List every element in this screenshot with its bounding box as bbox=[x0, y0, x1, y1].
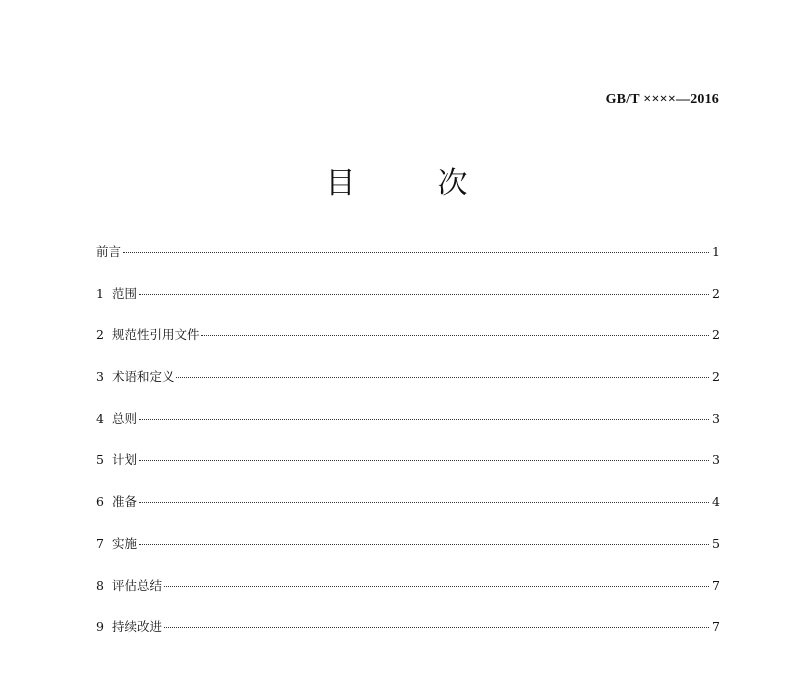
toc-entry-number: 4 bbox=[96, 410, 104, 426]
toc-entry-page: 5 bbox=[712, 535, 720, 551]
toc-entry-page: 7 bbox=[712, 619, 720, 635]
toc-entry-1[interactable] bbox=[96, 285, 720, 327]
toc-entry-title: 计划 bbox=[111, 452, 137, 468]
toc-entry-page: 2 bbox=[712, 327, 720, 343]
dot-leader bbox=[139, 501, 709, 503]
dot-leader bbox=[176, 376, 709, 378]
dot-leader bbox=[123, 251, 709, 253]
document-code: GB/T ××××—2016 bbox=[605, 92, 719, 107]
toc-entry-title: 前言 bbox=[96, 244, 122, 259]
toc-entry-page: 3 bbox=[712, 410, 720, 426]
toc-entry-page: 2 bbox=[712, 285, 720, 301]
dot-leader bbox=[164, 626, 709, 628]
table-of-contents bbox=[96, 243, 720, 660]
toc-entry-number: 5 bbox=[96, 452, 104, 468]
toc-entry-6[interactable] bbox=[96, 493, 720, 535]
toc-entry-5[interactable] bbox=[96, 451, 720, 493]
toc-entry-page: 2 bbox=[712, 369, 720, 385]
dot-leader bbox=[139, 418, 709, 420]
toc-entry-7[interactable] bbox=[96, 535, 720, 577]
toc-entry-3[interactable] bbox=[96, 368, 720, 410]
toc-entry-foreword[interactable] bbox=[96, 243, 720, 285]
dot-leader bbox=[139, 543, 709, 545]
toc-entry-number: 8 bbox=[96, 577, 104, 593]
toc-entry-title: 实施 bbox=[111, 535, 137, 551]
toc-entry-page: 3 bbox=[712, 452, 720, 468]
toc-heading: 目 次 bbox=[325, 166, 494, 201]
toc-entry-4[interactable] bbox=[96, 410, 720, 452]
dot-leader bbox=[164, 585, 709, 587]
toc-entry-title: 评估总结 bbox=[111, 577, 162, 593]
toc-entry-2[interactable] bbox=[96, 326, 720, 368]
toc-entry-number: 2 bbox=[96, 327, 104, 343]
toc-entry-title: 术语和定义 bbox=[111, 369, 175, 385]
dot-leader bbox=[139, 293, 709, 295]
dot-leader bbox=[139, 459, 709, 461]
toc-entry-number: 3 bbox=[96, 369, 104, 385]
toc-entry-title: 范围 bbox=[111, 285, 137, 301]
dot-leader bbox=[201, 334, 709, 336]
toc-entry-title: 持续改进 bbox=[111, 619, 162, 635]
toc-entry-page: 1 bbox=[712, 244, 720, 259]
toc-entry-number: 6 bbox=[96, 494, 104, 510]
toc-entry-number: 9 bbox=[96, 619, 104, 635]
toc-entry-number: 1 bbox=[96, 285, 104, 301]
toc-entry-page: 4 bbox=[712, 494, 720, 510]
toc-entry-8[interactable] bbox=[96, 577, 720, 619]
toc-entry-9[interactable] bbox=[96, 618, 720, 660]
toc-entry-title: 准备 bbox=[111, 494, 137, 510]
toc-entry-title: 规范性引用文件 bbox=[111, 327, 200, 343]
toc-entry-page: 7 bbox=[712, 577, 720, 593]
toc-entry-number: 7 bbox=[96, 535, 104, 551]
toc-entry-title: 总则 bbox=[111, 410, 137, 426]
